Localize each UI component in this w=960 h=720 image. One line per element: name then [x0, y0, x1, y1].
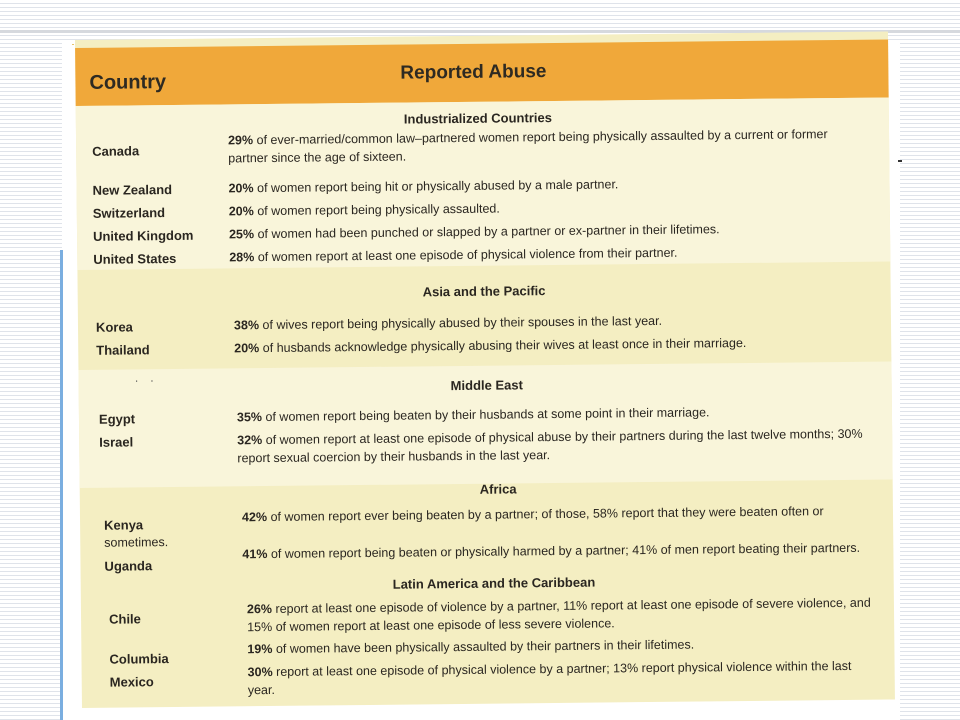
percent-value: 28%: [229, 250, 255, 265]
percent-value: 25%: [228, 227, 255, 242]
country-columbia: Columbia: [109, 651, 169, 667]
country-mexico: Mexico: [109, 674, 154, 690]
abuse-description: of women report being physically assaulted.: [257, 201, 500, 219]
abuse-description: report at least one episode of physical violence by a partner; 13% report physical violence within the last year.: [247, 658, 852, 698]
abuse-description: of women report being beaten or physically harmed by a partner; 41% of men report beating their partners.: [270, 540, 861, 561]
abuse-row-columbia: [247, 634, 877, 659]
abuse-description: of wives report being physically abused by their spouses in the last year.: [262, 313, 663, 333]
country-kenya: Kenya: [104, 517, 144, 533]
country-canada: Canada: [92, 143, 140, 159]
percent-value: 26%: [246, 601, 273, 617]
abuse-description: of husbands acknowledge physically abusing their wives at least once in their marriage.: [262, 335, 747, 356]
abuse-row-canada: [228, 125, 858, 168]
country-israel: Israel: [99, 434, 134, 450]
abuse-row-thailand: [234, 333, 864, 358]
abuse-description: of women report being beaten by their husbands at some point in their marriage.: [265, 405, 710, 425]
abuse-row-israel: [237, 425, 867, 468]
print-specks: · ·: [134, 373, 158, 388]
country-new-zealand: New Zealand: [92, 181, 173, 198]
abuse-description: of women had been punched or slapped by a partner or ex-partner in their lifetimes.: [257, 222, 720, 242]
country-egypt: Egypt: [98, 411, 136, 427]
section-title-middle-east: Middle East: [450, 377, 523, 394]
abuse-description: of women report at least one episode of physical violence from their partner.: [257, 245, 678, 265]
percent-value: 20%: [228, 204, 254, 219]
percent-value: 42%: [241, 510, 268, 525]
abuse-row-chile: [247, 594, 877, 637]
percent-value: 41%: [242, 547, 268, 562]
percent-value: 20%: [228, 181, 254, 196]
percent-value: 19%: [247, 641, 273, 657]
abuse-description: of women report at least one episode of physical abuse by their partners during the last twelve months; 30% report sexual coercion by their husbands in the last year.: [237, 426, 863, 466]
slide-left-accent-bar: [60, 250, 63, 720]
percent-value: 38%: [233, 318, 260, 333]
abuse-note-kenya: sometimes.: [104, 535, 169, 550]
abuse-row-kenya: [242, 502, 882, 527]
percent-value: 32%: [237, 433, 263, 448]
country-switzerland: Switzerland: [92, 205, 166, 221]
table-header: [75, 39, 889, 106]
abuse-row-uganda: [242, 539, 882, 564]
edge-mark: [898, 160, 902, 162]
section-title-industrialized: Industrialized Countries: [403, 110, 552, 127]
country-chile: Chile: [108, 611, 141, 627]
abuse-row-mexico: [248, 657, 878, 700]
country-korea: Korea: [95, 319, 133, 335]
section-title-latin-america: Latin America and the Caribbean: [392, 574, 596, 592]
abuse-description: of women have been physically assaulted by their partners in their lifetimes.: [275, 637, 695, 656]
percent-value: 20%: [234, 341, 260, 356]
header-country: Country: [89, 71, 167, 94]
abuse-table: [75, 31, 895, 707]
country-united-kingdom: United Kingdom: [92, 227, 194, 244]
percent-value: 30%: [247, 664, 273, 680]
abuse-description: of women report being hit or physically abused by a male partner.: [257, 177, 619, 196]
section-title-asia-pacific: Asia and the Pacific: [422, 283, 546, 300]
country-united-states: United States: [93, 250, 177, 267]
header-reported-abuse: Reported Abuse: [400, 61, 547, 84]
percent-value: 35%: [236, 410, 263, 425]
percent-value: 29%: [227, 133, 254, 148]
abuse-description: report at least one episode of violence by a partner, 11% report at least one episode of severe violence, and 15% of women report at least one episode of less severe violence.: [247, 595, 871, 635]
section-title-africa: Africa: [479, 481, 517, 497]
abuse-row-korea: [234, 310, 864, 335]
abuse-description: of ever-married/common law–partnered women report being physically assaulted by a current or former partner since the age of sixteen.: [228, 127, 828, 166]
abuse-description: of women report ever being beaten by a partner; of those, 58% report that they were beaten often or: [270, 504, 824, 524]
country-uganda: Uganda: [104, 558, 153, 574]
country-thailand: Thailand: [96, 342, 150, 358]
